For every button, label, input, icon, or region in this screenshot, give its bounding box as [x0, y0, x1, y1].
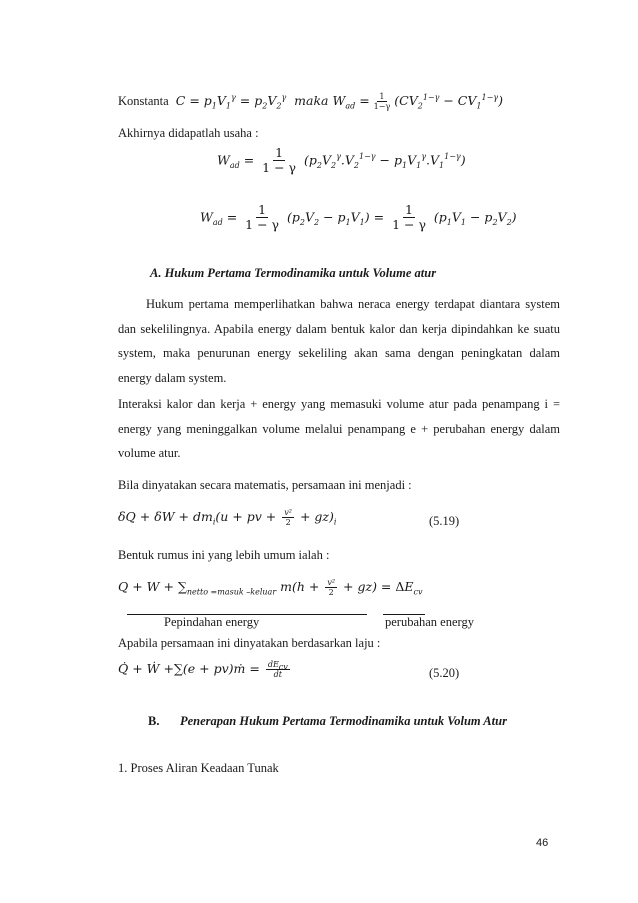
konstanta-equation: $C = p_1V_1^\gamma = p_2V_2^\gamma$ maka $W_{ad}$ = $\frac{1}{1-\gamma}$ $(CV_2^{1-\gamma} - CV_1^{1-\gamma})$ [171, 92, 503, 112]
wad-equation-2: $W_{ad}$ = $\frac{1}{1 - \gamma}$ $(p_2V_2 - p_1V_1)$ = $\frac{1}{1 - \gamma}$ $(p_1V_1 - p_2V_2)$ [200, 202, 517, 233]
equation-5-20-number: (5.20) [429, 666, 460, 680]
paragraph-hukum-pertama: Hukum pertama memperlihatkan bahwa neraca energy terdapat diantara system dan sekelilingnya. Apabila energy dalam bentuk kalor dan kerja dipindahkan ke suatu system, maka penurunan energy sekeliling akan sama dengan peningkatan dalam energy dalam system. [118, 297, 560, 385]
heading-b-text: Penerapan Hukum Pertama Termodinamika untuk Volum Atur [180, 714, 507, 728]
pepindahan-label: Pepindahan energy [164, 615, 260, 629]
paragraph-interaksi: Interaksi kalor dan kerja + energy yang memasuki volume atur pada penampang i = energy yang meninggalkan volume melalui penampang e + perubahan energy dalam volume atur. [118, 397, 560, 460]
konstanta-line [118, 92, 503, 111]
equation-5-20: Q̇ + Ẇ +∑(e + pv)ṁ = $\frac{dE_{cv}}{dt}$ [118, 660, 288, 680]
akhirnya-line: Akhirnya didapatlah usaha : [118, 126, 259, 140]
perubahan-label: perubahan energy [385, 615, 474, 629]
wad-equation-1: $W_{ad}$ = $\frac{1}{1 - \gamma}$ $(p_2V_2^\gamma.V_2^{1-\gamma} - p_1V_1^\gamma.V_1^{1-\gamma})$ [217, 145, 466, 176]
page-number: 46 [536, 837, 549, 849]
list-item-1: 1. Proses Aliran Keadaan Tunak [118, 761, 279, 775]
bila-line: Bila dinyatakan secara matematis, persamaan ini menjadi : [118, 478, 412, 492]
heading-a: A. Hukum Pertama Termodinamika untuk Volume atur [150, 266, 437, 280]
bentuk-line: Bentuk rumus ini yang lebih umum ialah : [118, 548, 330, 562]
netto-subscript: netto =masuk –keluar [186, 587, 277, 597]
equation-5-19: $\delta Q + \delta W + dm_i(u$ + pv + $\frac{\text{v²}}{2}$ + $gz)_i$ [118, 508, 337, 528]
heading-b-letter: B. [148, 714, 160, 728]
general-energy-equation: $Q + W + \sum_{netto =masuk -keluar}$ m(h + $\frac{\text{v²}}{2}$ + $gz) = \Delta E_{cv}$ [118, 578, 423, 598]
equation-5-19-number: (5.19) [429, 514, 460, 528]
apabila-line: Apabila persamaan ini dinyatakan berdasarkan laju : [118, 636, 381, 650]
konstanta-label: Konstanta [118, 94, 169, 109]
